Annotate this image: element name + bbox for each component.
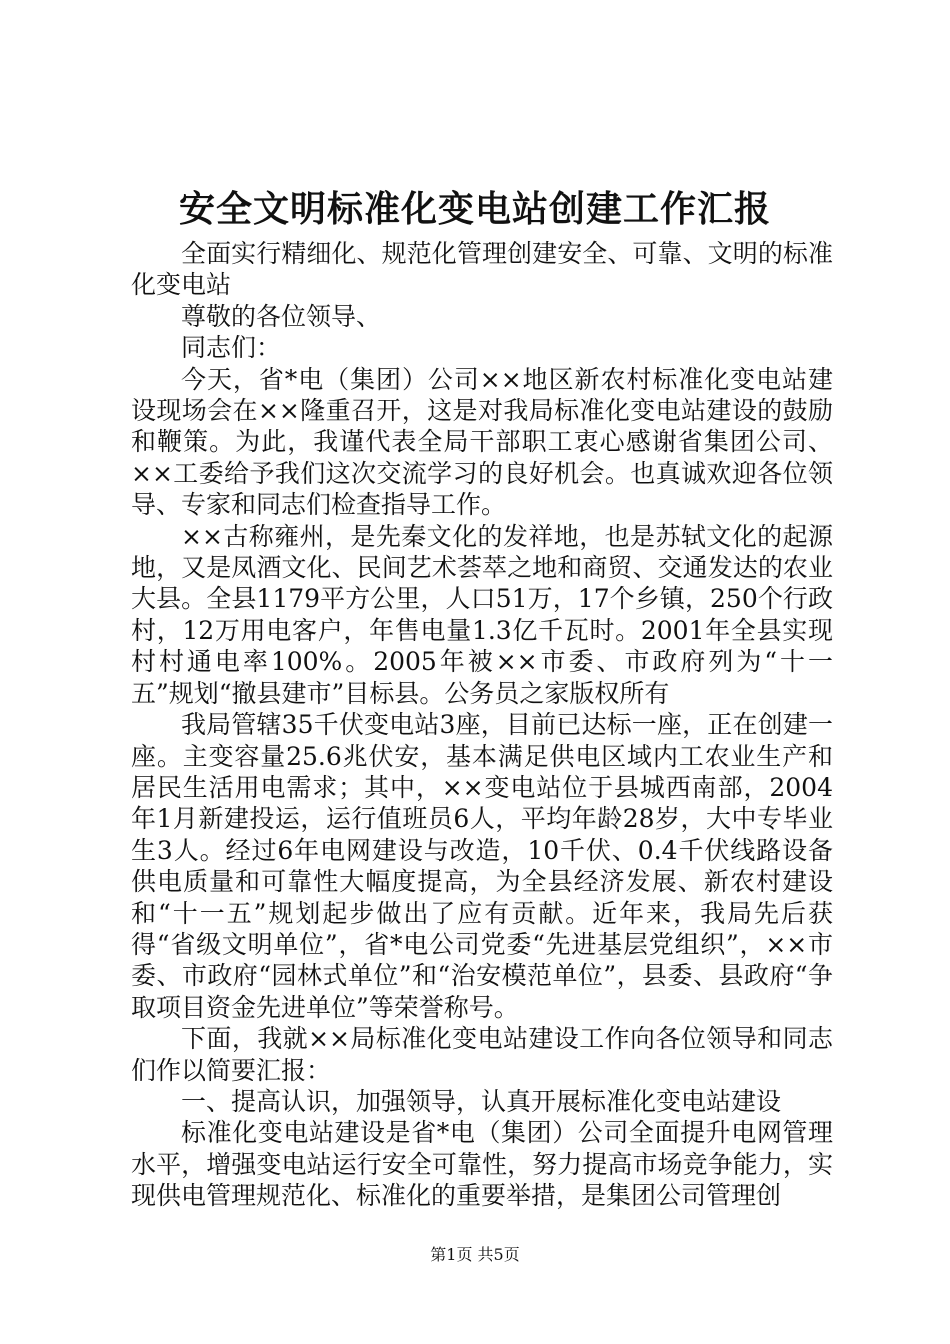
- document-title: 安全文明标准化变电站创建工作汇报: [178, 188, 771, 230]
- paragraph-county-overview: ××古称雍州，是先秦文化的发祥地，也是苏轼文化的起源地，又是凤酒文化、民间艺术荟萃之地和商贸、交通发达的农业大县。全县1179平方公里，人口51万，17个乡镇，250个行政村，12万用电客户，年售电量1.3亿千瓦时。2001年全县实现村村通电率100%。2005年被××市委、市政府列为“十一五”规划“撤县建市”目标县。公务员之家版权所有: [131, 521, 833, 708]
- paragraph-section-1: 标准化变电站建设是省*电（集团）公司全面提升电网管理水平，增强变电站运行安全可靠性，努力提高市场竞争能力，实现供电管理规范化、标准化的重要举措，是集团公司管理创: [131, 1118, 833, 1211]
- paragraph-salutation: 尊敬的各位领导、: [181, 301, 382, 331]
- section-heading-1: 一、提高认识，加强领导，认真开展标准化变电站建设: [181, 1086, 782, 1116]
- paragraph-report-intro: 下面，我就××局标准化变电站建设工作向各位领导和同志们作以简要汇报：: [131, 1024, 833, 1085]
- page-footer: 第1页 共5页: [430, 1245, 520, 1264]
- paragraph-substation-overview: 我局管辖35千伏变电站3座，目前已达标一座，正在创建一座。主变容量25.6兆伏安，基本满足供电区域内工农业生产和居民生活用电需求；其中，××变电站位于县城西南部，2004年1月新建投运，运行值班员6人，平均年龄28岁，大中专毕业生3人。经过6年电网建设与改造，10千伏、0.4千伏线路设备供电质量和可靠性大幅度提高，为全县经济发展、新农村建设和“十一五”规划起步做出了应有贡献。近年来，我局先后获得“省级文明单位”，省*电公司党委“先进基层党组织”，××市委、市政府“园林式单位”和“治安模范单位”，县委、县政府“争取项目资金先进单位”等荣誉称号。: [131, 710, 833, 1022]
- paragraph-salutation-2: 同志们：: [181, 333, 282, 363]
- paragraph-opening: 今天，省*电（集团）公司××地区新农村标准化变电站建设现场会在××隆重召开，这是对我局标准化变电站建设的鼓励和鞭策。为此，我谨代表全局干部职工衷心感谢省集团公司、××工委给予我们这次交流学习的良好机会。也真诚欢迎各位领导、专家和同志们检查指导工作。: [131, 364, 833, 520]
- document-body: [131, 238, 833, 1212]
- paragraph-subtitle: 全面实行精细化、规范化管理创建安全、可靠、文明的标准化变电站: [131, 239, 833, 300]
